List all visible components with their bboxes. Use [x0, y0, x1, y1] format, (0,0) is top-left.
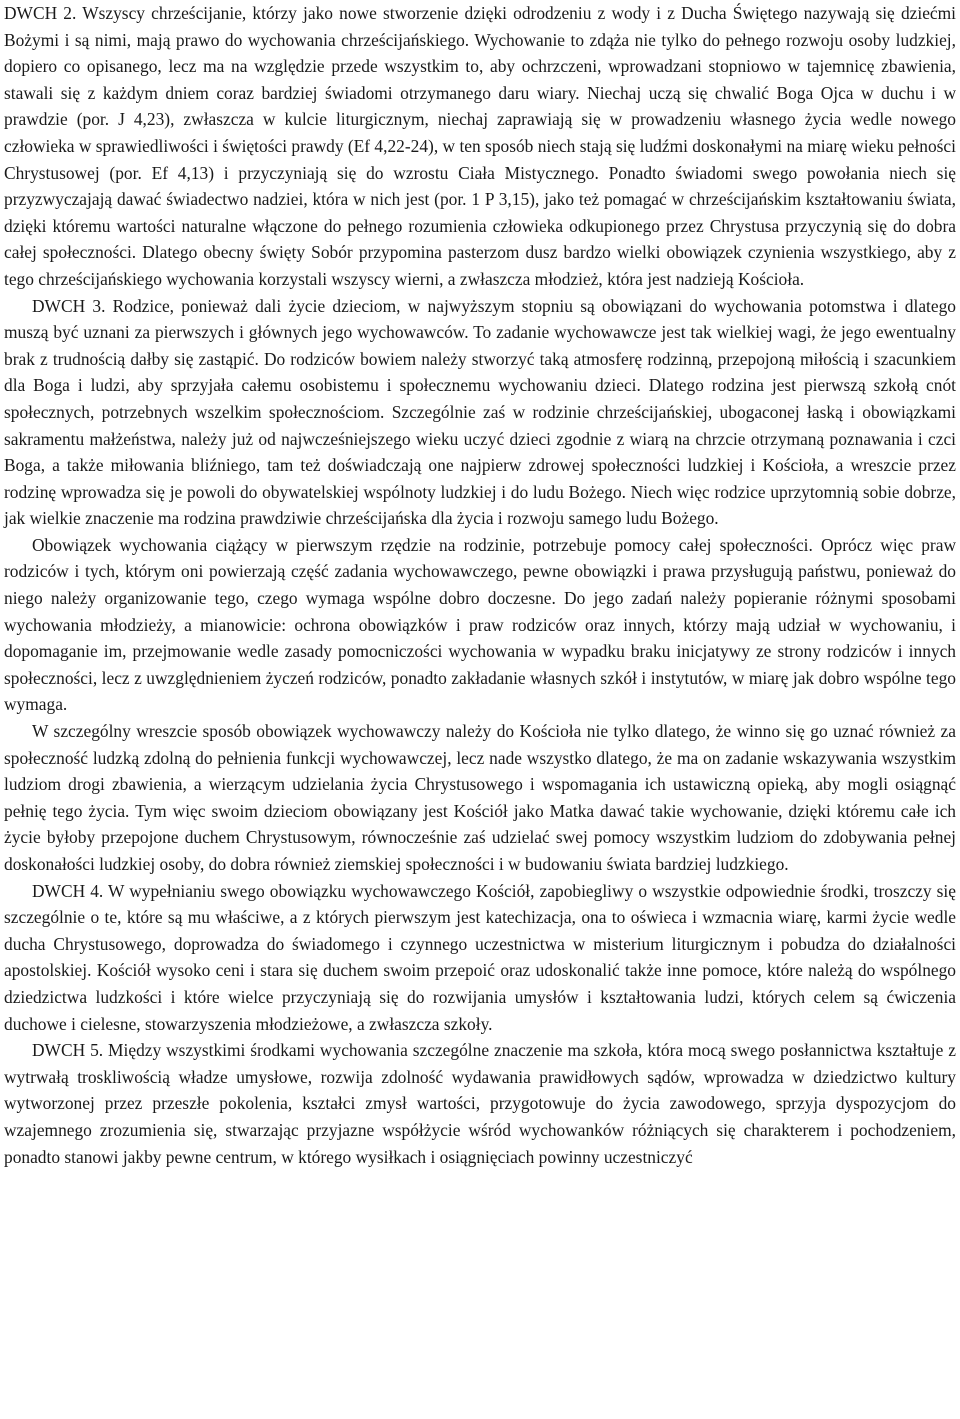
- paragraph-dwch-4: DWCH 4. W wypełnianiu swego obowiązku wychowawczego Kościół, zapobiegliwy o wszystkie odpowiednie środki, troszczy się szczególnie o te, które są mu właściwe, a z których pierwszym jest katechizacja, ona to oświeca i wzmacnia wiarę, karmi życie wedle ducha Chrystusowego, doprowadza do świadomego i czynnego uczestnictwa w misterium liturgicznym i pobudza do działalności apostolskiej. Kościół wysoko ceni i stara się duchem swoim przepoić oraz udoskonalić także inne pomoce, które należą do wspólnego dziedzictwa ludzkości i które wielce przyczyniają się do rozwijania umysłów i kształtowania ludzi, których celem są ćwiczenia duchowe i cielesne, stowarzyszenia młodzieżowe, a zwłaszcza szkoły.: [4, 880, 956, 1034]
- paragraph-church-duty: W szczególny wreszcie sposób obowiązek wychowawczy należy do Kościoła nie tylko dlatego, że winno się go uznać również za społeczność ludzką zdolną do pełnienia funkcji wychowawczej, lecz nade wszystko dlatego, że ma on zadanie wskazywania wszystkim ludziom drogi zbawienia, a wierzącym udzielania życia Chrystusowego i wspomagania ich ustawiczną opieką, aby mogli osiągnąć pełnię tego życia. Tym więc swoim dzieciom obowiązany jest Kościół jako Matka dawać takie wychowanie, dzięki któremu całe ich życie byłoby przepojone duchem Chrystusowym, równocześnie zaś udzielać swej pomocy wszystkim ludziom do zdobywania pełnej doskonałości ludzkiej osoby, do dobra również ziemskiej społeczności i w budowaniu świata bardziej ludzkiego.: [4, 721, 956, 874]
- paragraph-dwch-2: DWCH 2. Wszyscy chrześcijanie, którzy jako nowe stworzenie dzięki odrodzeniu z wody i z Ducha Świętego nazywają się dziećmi Bożymi i są nimi, mają prawo do wychowania chrześcijańskiego. Wychowanie to zdąża nie tylko do pełnego rozwoju osoby ludzkiej, dopiero co opisanego, lecz ma na względzie przede wszystkim to, aby ochrzczeni, wprowadzani stopniowo w tajemnicę zbawienia, stawali się z każdym dniem coraz bardziej świadomi otrzymanego daru wiary. Niechaj uczą się chwalić Boga Ojca w duchu i w prawdzie (por. J 4,23), zwłaszcza w kulcie liturgicznym, niechaj zaprawiają się w prowadzeniu własnego życia wedle nowego człowieka w sprawiedliwości i świętości prawdy (Ef 4,22-24), w ten sposób niech stają się ludźmi doskonałymi na miarę wieku pełności Chrystusowej (por. Ef 4,13) i przyczyniają się do wzrostu Ciała Mistycznego. Ponadto świadomi swego powołania niech się przyzwyczajają dawać świadectwo nadziei, która w nich jest (por. 1 P 3,15), jako też pomagać w chrześcijańskim kształtowaniu świata, dzięki któremu wartości naturalne włączone do pełnego rozumienia człowieka odkupionego przez Chrystusa przyczynią się do dobra całej społeczności. Dlatego obecny święty Sobór przypomina pasterzom dusz bardzo wielki obowiązek czynienia wszystkiego, aby z tego chrześcijańskiego wychowania korzystali wszyscy wierni, a zwłaszcza młodzież, która jest nadzieją Kościoła.: [4, 3, 956, 289]
- paragraph-dwch-5: DWCH 5. Między wszystkimi środkami wychowania szczególne znaczenie ma szkoła, która mocą swego posłannictwa kształtuje z wytrwałą troskliwością władze umysłowe, rozwija zdolność wydawania prawidłowych sądów, wprowadza w dziedzictwo kultury wytworzonej przez przeszłe pokolenia, kształci zmysł wartości, przygotowuje do życia zawodowego, sprzyja dyspozycjom do wzajemnego zrozumienia się, stwarzając przyjazne współżycie wśród wychowanków różniących się charakterem i pochodzeniem, ponadto stanowi jakby pewne centrum, w którego wysiłkach i osiągnięciach powinny uczestniczyć: [4, 1040, 956, 1167]
- paragraph-state-duty: Obowiązek wychowania ciążący w pierwszym rzędzie na rodzinie, potrzebuje pomocy całej społeczności. Oprócz więc praw rodziców i tych, którym oni powierzają część zadania wychowawczego, pewne obowiązki i prawa przysługują państwu, ponieważ do niego należy organizowanie tego, czego wymaga wspólne dobro doczesne. Do jego zadań należy popieranie różnymi sposobami wychowania młodzieży, a mianowicie: ochrona obowiązków i praw rodziców oraz innych, którzy mają udział w wychowaniu, i dopomaganie im, przejmowanie wedle zasady pomocniczości wychowania w wypadku braku inicjatywy ze strony rodziców i innych społeczności, lecz z uwzględnieniem życzeń rodziców, ponadto zakładanie własnych szkół i instytutów, w miarę jak dobro wspólne tego wymaga.: [4, 534, 956, 715]
- paragraph-dwch-3: DWCH 3. Rodzice, ponieważ dali życie dzieciom, w najwyższym stopniu są obowiązani do wychowania potomstwa i dlatego muszą być uznani za pierwszych i głównych jego wychowawców. To zadanie wychowawcze jest tak wielkiej wagi, że jego ewentualny brak z trudnością dałby się zastąpić. Do rodziców bowiem należy stworzyć taką atmosferę rodzinną, przepojoną miłością i szacunkiem dla Boga i ludzi, aby sprzyjała całemu osobistemu i społecznemu wychowaniu dzieci. Dlatego rodzina jest pierwszą szkołą cnót społecznych, potrzebnych wszelkim społecznościom. Szczególnie zaś w rodzinie chrześcijańskiej, ubogaconej łaską i obowiązkami sakramentu małżeństwa, należy już od najwcześniejszego wieku uczyć dzieci zgodnie z wiarą na chrzcie otrzymaną poznawania i czci Boga, a także miłowania bliźniego, tam też doświadczają one najpierw zdrowej społeczności ludzkiej i Kościoła, a wreszcie przez rodzinę wprowadza się je powoli do obywatelskiej wspólnoty ludzkiej i do ludu Bożego. Niech więc rodzice uprzytomnią sobie dobrze, jak wielkie znaczenie ma rodzina prawdziwie chrześcijańska dla życia i rozwoju samego ludu Bożego.: [4, 295, 956, 529]
